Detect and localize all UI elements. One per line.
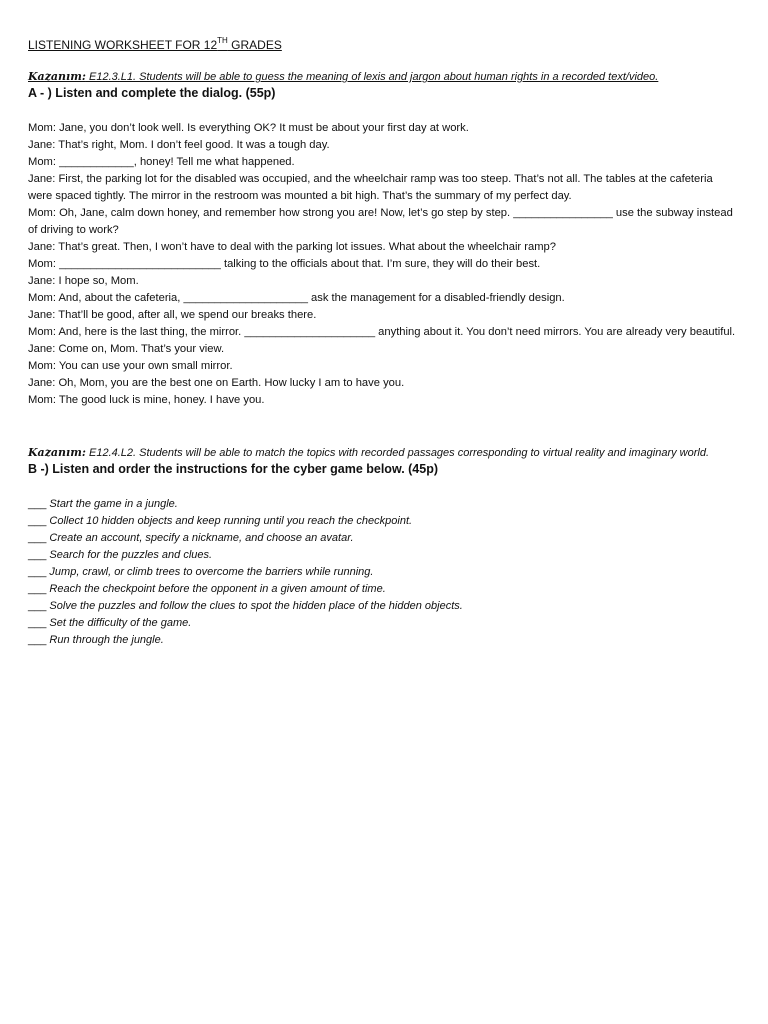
objective-a-label: Kazanım:: [28, 70, 86, 83]
section-a-heading: A - ) Listen and complete the dialog. (55p): [28, 86, 276, 100]
list-item-text: Jump, crawl, or climb trees to overcome the barriers while running.: [49, 566, 374, 578]
list-item: [28, 513, 740, 530]
dialog-line: Mom: You can use your own small mirror.: [28, 360, 233, 372]
dialog-line: Mom: __________________________ talking to the officials about that. I’m sure, they will do their best.: [28, 258, 541, 270]
list-item: [28, 547, 740, 564]
dialog-line: Mom: Oh, Jane, calm down honey, and remember how strong you are! Now, let’s go step by step. ________________ use the subway instead of driving to work?: [28, 207, 733, 236]
dialog-line: Mom: Jane, you don’t look well. Is everything OK? It must be about your first day at work.: [28, 122, 469, 134]
list-item-text: Run through the jungle.: [49, 634, 164, 646]
dialog-line: Jane: That’ll be good, after all, we spend our breaks there.: [28, 309, 317, 321]
objective-a: [28, 69, 740, 85]
order-blank: ___: [28, 617, 47, 629]
order-blank: ___: [28, 566, 47, 578]
dialog-line: Jane: First, the parking lot for the disabled was occupied, and the wheelchair ramp was too steep. That’s not all. The tables at the cafeteria were spaced tightly. The mirror in the restroom was mounted a bit high. That’s the summary of my perfect day.: [28, 173, 713, 202]
list-item: [28, 598, 740, 615]
worksheet-page: [28, 36, 740, 649]
dialog-line: Jane: I hope so, Mom.: [28, 275, 139, 287]
title-text-end: GRADES: [227, 38, 282, 52]
title-text: LISTENING WORKSHEET FOR 12: [28, 38, 218, 52]
worksheet-title: [28, 36, 740, 54]
objective-b-label: Kazanım:: [28, 446, 86, 459]
list-item-text: Solve the puzzles and follow the clues to spot the hidden place of the hidden objects.: [49, 600, 463, 612]
dialog-line: Jane: Oh, Mom, you are the best one on Earth. How lucky I am to have you.: [28, 377, 405, 389]
order-blank: ___: [28, 634, 47, 646]
order-blank: ___: [28, 600, 47, 612]
title-superscript: TH: [217, 36, 228, 45]
list-item: [28, 632, 740, 649]
list-item-text: Reach the checkpoint before the opponent in a given amount of time.: [49, 583, 386, 595]
dialog-line: Mom: ____________, honey! Tell me what happened.: [28, 156, 295, 168]
list-item-text: Create an account, specify a nickname, and choose an avatar.: [49, 532, 354, 544]
objective-b: [28, 445, 740, 461]
list-item-text: Search for the puzzles and clues.: [49, 549, 213, 561]
list-item: [28, 581, 740, 598]
instruction-list: [28, 496, 740, 649]
list-item: [28, 615, 740, 632]
order-blank: ___: [28, 498, 47, 510]
list-item-text: Start the game in a jungle.: [49, 498, 178, 510]
dialog-line: Jane: That’s great. Then, I won’t have to deal with the parking lot issues. What about the wheelchair ramp?: [28, 241, 556, 253]
list-item: [28, 530, 740, 547]
dialog-line: Mom: And, about the cafeteria, ____________________ ask the management for a disabled-friendly design.: [28, 292, 565, 304]
list-item-text: Collect 10 hidden objects and keep running until you reach the checkpoint.: [49, 515, 413, 527]
dialog-line: Jane: That’s right, Mom. I don’t feel good. It was a tough day.: [28, 139, 330, 151]
order-blank: ___: [28, 583, 47, 595]
order-blank: ___: [28, 549, 47, 561]
dialog-line: Jane: Come on, Mom. That’s your view.: [28, 343, 225, 355]
dialog-line: Mom: The good luck is mine, honey. I have you.: [28, 394, 265, 406]
list-item-text: Set the difficulty of the game.: [49, 617, 192, 629]
list-item: [28, 496, 740, 513]
list-item: [28, 564, 740, 581]
dialog: [28, 120, 740, 409]
order-blank: ___: [28, 532, 47, 544]
objective-a-text: E12.3.L1. Students will be able to guess the meaning of lexis and jargon about human rights in a recorded text/video.: [85, 71, 659, 83]
objective-b-text: E12.4.L2. Students will be able to match the topics with recorded passages corresponding to virtual reality and imaginary world.: [85, 447, 710, 459]
order-blank: ___: [28, 515, 47, 527]
section-b-heading: B -) Listen and order the instructions for the cyber game below. (45p): [28, 462, 439, 476]
dialog-line: Mom: And, here is the last thing, the mirror. _____________________ anything about it. You don’t need mirrors. You are already very beautiful.: [28, 326, 736, 338]
